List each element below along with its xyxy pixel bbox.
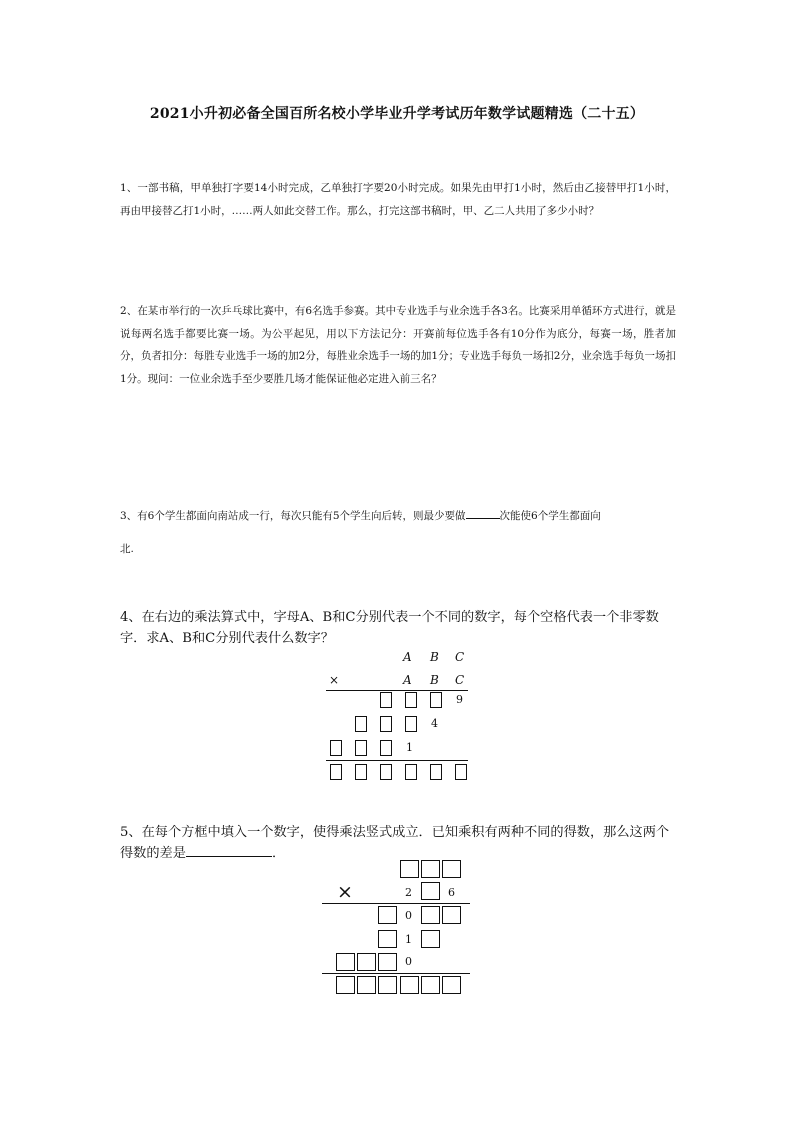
letter-b: B	[430, 673, 439, 687]
letter-c: C	[455, 650, 465, 664]
digit-box[interactable]	[378, 930, 397, 948]
digit-box[interactable]	[421, 860, 440, 878]
digit-4: 4	[431, 717, 438, 730]
digit-2: 2	[405, 886, 412, 899]
digit-box[interactable]	[357, 976, 376, 994]
digit-box[interactable]	[378, 953, 397, 971]
digit-9: 9	[456, 693, 463, 706]
question-5-text: 5、在每个方框中填入一个数字，使得乘法竖式成立．已知乘积有两种不同的得数，那么这两个得数的差是	[120, 825, 670, 861]
digit-box[interactable]	[336, 976, 355, 994]
question-5-text-end: ．	[271, 846, 286, 861]
digit-box[interactable]	[421, 882, 440, 900]
letter-c: C	[455, 673, 465, 687]
digit-0: 0	[405, 955, 412, 968]
digit-box[interactable]	[442, 976, 461, 994]
digit-box[interactable]	[421, 976, 440, 994]
page-title: 2021小升初必备全国百所名校小学毕业升学考试历年数学试题精选（二十五）	[149, 106, 645, 122]
digit-box[interactable]	[400, 976, 419, 994]
digit-box[interactable]	[421, 930, 440, 948]
digit-box[interactable]	[421, 906, 440, 924]
digit-box[interactable]	[336, 953, 355, 971]
times-sign: ×	[329, 673, 340, 687]
question-3-continuation: 北.	[120, 543, 134, 555]
digit-0: 0	[405, 909, 412, 922]
letter-a: A	[403, 673, 412, 687]
rule-line	[322, 903, 470, 904]
question-1: 1、一部书稿，甲单独打字要14小时完成，乙单独打字要20小时完成。如果先由甲打1小时，然后由乙接替甲打1小时，再由甲接替乙打1小时，……两人如此交替工作。那么，打完这部书稿时，甲、乙二人共用了多少小时？	[120, 182, 676, 217]
times-sign: ×	[337, 881, 353, 903]
digit-box[interactable]	[442, 860, 461, 878]
letter-b: B	[430, 650, 439, 664]
digit-box[interactable]	[400, 860, 419, 878]
letter-a: A	[403, 650, 412, 664]
digit-box[interactable]	[357, 953, 376, 971]
digit-1: 1	[406, 741, 413, 754]
digit-1: 1	[405, 933, 412, 946]
rule-line	[322, 973, 470, 974]
question-4: 4、在右边的乘法算式中，字母A、B和C分别代表一个不同的数字，每个空格代表一个非零数字．求A、B和C分别代表什么数字？	[120, 610, 659, 646]
question-2: 2、在某市举行的一次乒乓球比赛中，有6名选手参赛。其中专业选手与业余选手各3名。比赛采用单循环方式进行，就是说每两名选手都要比赛一场。为公平起见，用以下方法记分：开赛前每位选手各有10分作为底分，每赛一场，胜者加分，负者扣分：每胜专业选手一场的加2分，每胜业余选手一场的加1分；专业选手每负一场扣2分，业余选手每负一场扣1分。现问：一位业余选手至少要胜几场才能保证他必定进入前三名？	[120, 305, 676, 385]
digit-box[interactable]	[442, 906, 461, 924]
digit-box[interactable]	[378, 906, 397, 924]
digit-box[interactable]	[378, 976, 397, 994]
digit-6: 6	[448, 886, 455, 899]
question-3-text-b: 次能使6个学生都面向	[499, 510, 601, 522]
question-3-text-a: 3、有6个学生都面向南站成一行，每次只能有5个学生向后转，则最少要做	[120, 510, 466, 522]
